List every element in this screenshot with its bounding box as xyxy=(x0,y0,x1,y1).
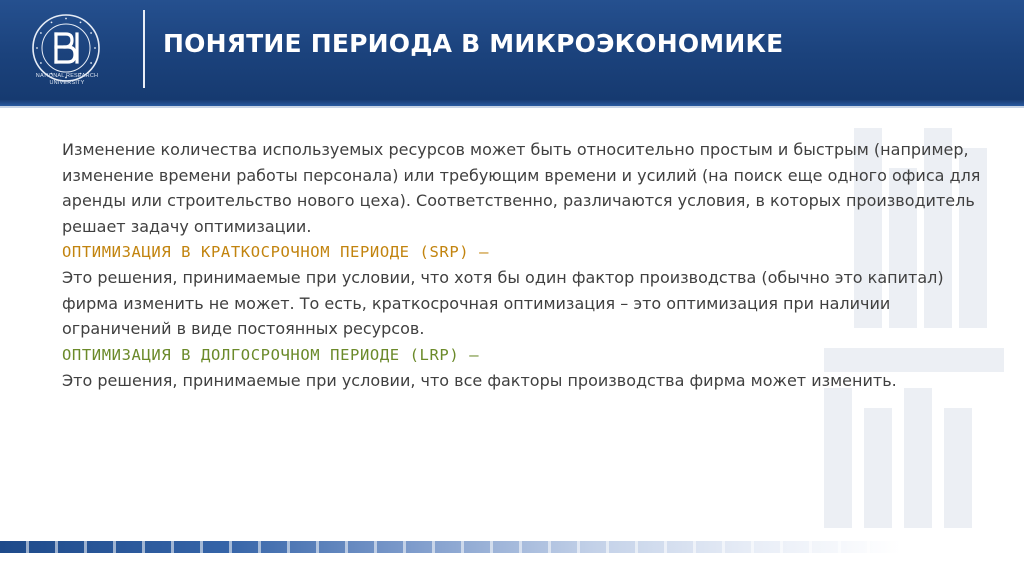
logo-caption-line1: NATIONAL RESEARCH xyxy=(35,73,99,79)
footer-bar-pattern xyxy=(0,541,1024,553)
srp-heading: ОПТИМИЗАЦИЯ В КРАТКОСРОЧНОМ ПЕРИОДЕ (SRP) – xyxy=(62,243,490,261)
logo-caption-line2: UNIVERSITY xyxy=(49,79,85,86)
lrp-heading: ОПТИМИЗАЦИЯ В ДОЛГОСРОЧНОМ ПЕРИОДЕ (LRP) – xyxy=(62,345,480,364)
lrp-paragraph: Это решения, принимаемые при условии, что все факторы производства фирма может изменить. xyxy=(62,370,897,390)
srp-paragraph: Это решения, принимаемые при условии, что хотя бы один фактор производства (обычно это капитал) фирма изменить не может. То есть, краткосрочная оптимизация – это оптимизация при наличии ограничений в виде постоянных ресурсов. xyxy=(62,268,944,338)
header-divider xyxy=(143,10,145,88)
slide-title: ПОНЯТИЕ ПЕРИОДА В МИКРОЭКОНОМИКЕ xyxy=(163,29,784,58)
logo-caption xyxy=(26,73,108,86)
content-area xyxy=(62,137,982,393)
intro-paragraph: Изменение количества используемых ресурсов может быть относительно простым и быстрым (например, изменение времени работы персонала) или требующим времени и усилий (на поиск еще одного офиса для аренды или строительство нового цеха). Соответственно, различаются условия, в которых производитель решает задачу оптимизации. xyxy=(62,140,981,236)
